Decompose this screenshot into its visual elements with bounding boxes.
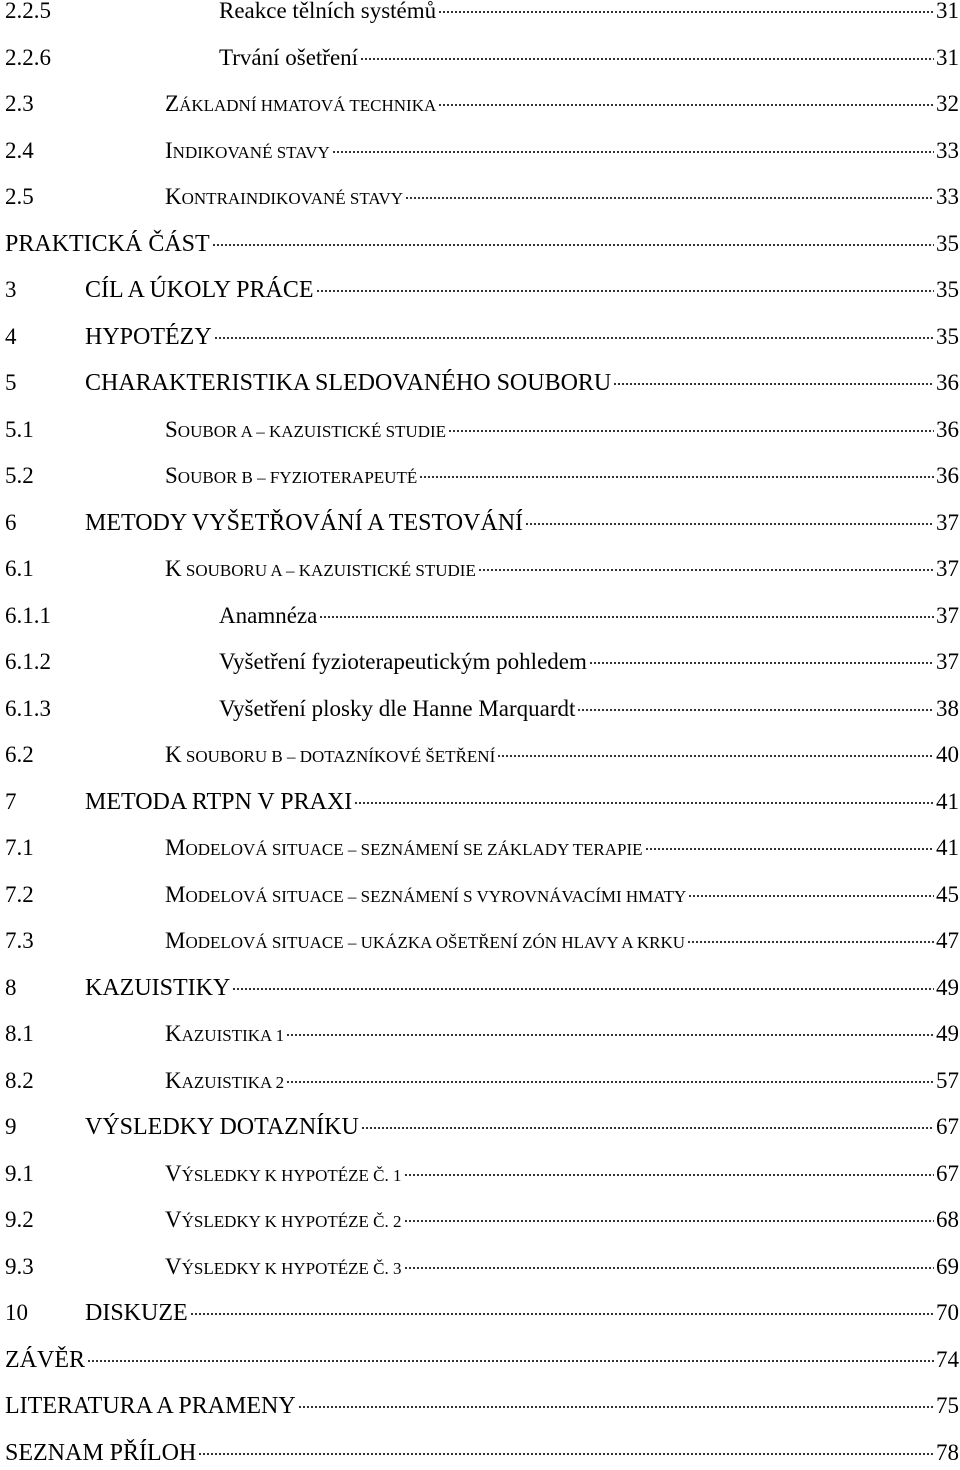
toc-entry[interactable] [5, 1017, 959, 1051]
toc-entry[interactable] [5, 273, 959, 307]
toc-entry[interactable] [5, 1250, 959, 1284]
toc-entry-title: SOUBOR B – FYZIOTERAPEUTÉ [165, 463, 418, 488]
toc-entry-title: K SOUBORU A – KAZUISTICKÉ STUDIE [165, 556, 476, 581]
toc-dot-leader [232, 988, 934, 990]
toc-dot-leader [286, 1081, 934, 1083]
toc-entry-number: 6.1.1 [5, 602, 51, 628]
toc-entry-title: ZÁKLADNÍ HMATOVÁ TECHNIKA [165, 91, 437, 116]
toc-entry-number: 2.5 [5, 184, 34, 209]
toc-entry-page-number: 36 [936, 463, 959, 488]
toc-entry-page-number: 75 [936, 1393, 959, 1418]
toc-entry-title: KONTRAINDIKOVANÉ STAVY [165, 184, 403, 209]
toc-dot-leader [497, 755, 934, 757]
toc-entry[interactable] [5, 1203, 959, 1237]
toc-entry-page-number: 69 [936, 1253, 959, 1279]
toc-entry-page-number: 67 [936, 1160, 959, 1186]
toc-entry-page-number: 37 [936, 649, 959, 674]
toc-entry-title: K SOUBORU B – DOTAZNÍKOVÉ ŠETŘENÍ [165, 742, 496, 767]
toc-entry-title: CHARAKTERISTIKA SLEDOVANÉHO SOUBORU [85, 370, 612, 396]
toc-dot-leader [405, 197, 934, 199]
toc-entry-title: VÝSLEDKY DOTAZNÍKU [85, 1114, 359, 1140]
toc-entry-title: VÝSLEDKY K HYPOTÉZE Č. 1 [165, 1160, 402, 1186]
toc-entry-number: 7.2 [5, 881, 34, 907]
toc-dot-leader [212, 244, 934, 246]
toc-dot-leader [688, 895, 934, 897]
toc-entry[interactable] [5, 506, 959, 540]
toc-entry-page-number: 40 [936, 742, 959, 767]
toc-entry-page-number: 33 [936, 184, 959, 209]
toc-entry-number: 2.3 [5, 91, 34, 116]
toc-entry[interactable] [5, 738, 959, 772]
toc-entry-page-number: 36 [936, 416, 959, 442]
toc-entry-title: SOUBOR A – KAZUISTICKÉ STUDIE [165, 416, 447, 442]
toc-entry-page-number: 57 [936, 1067, 959, 1093]
toc-entry-page-number: 31 [936, 0, 959, 23]
toc-entry[interactable] [5, 1064, 959, 1098]
toc-entry-page-number: 41 [936, 835, 959, 860]
toc-entry[interactable] [5, 1436, 959, 1470]
toc-dot-leader [190, 1313, 934, 1315]
toc-entry[interactable] [5, 227, 959, 261]
toc-dot-leader [438, 11, 934, 13]
toc-dot-leader [589, 662, 934, 664]
toc-entry[interactable] [5, 180, 959, 214]
toc-entry-number: 9.3 [5, 1253, 34, 1279]
toc-entry-page-number: 67 [936, 1114, 959, 1139]
toc-dot-leader [361, 1127, 934, 1129]
toc-entry-number: 5.2 [5, 463, 34, 488]
toc-entry-title: MODELOVÁ SITUACE – SEZNÁMENÍ SE ZÁKLADY TERAPIE [165, 835, 643, 860]
toc-entry-page-number: 41 [936, 788, 959, 814]
toc-entry-number: 2.2.6 [5, 44, 51, 70]
toc-entry-page-number: 74 [936, 1346, 959, 1372]
toc-dot-leader [645, 848, 934, 850]
toc-entry[interactable] [5, 320, 959, 354]
toc-entry-number: 6 [5, 509, 17, 535]
toc-entry-number: 9 [5, 1114, 17, 1139]
toc-entry-page-number: 35 [936, 277, 959, 302]
toc-entry-title: LITERATURA A PRAMENY [5, 1393, 296, 1419]
toc-dot-leader [316, 290, 934, 292]
toc-entry-title: KAZUISTIKY [85, 974, 231, 1001]
toc-entry[interactable] [5, 87, 959, 121]
toc-entry-number: 7.1 [5, 835, 34, 860]
toc-entry-page-number: 45 [936, 881, 959, 907]
toc-entry-title: CÍL A ÚKOLY PRÁCE [85, 277, 314, 303]
toc-entry-number: 5.1 [5, 416, 34, 442]
toc-entry-title: VÝSLEDKY K HYPOTÉZE Č. 2 [165, 1207, 402, 1232]
toc-entry-title: VÝSLEDKY K HYPOTÉZE Č. 3 [165, 1253, 402, 1279]
toc-entry[interactable] [5, 1343, 959, 1377]
toc-entry-number: 7 [5, 788, 17, 814]
toc-dot-leader [577, 709, 934, 711]
toc-entry-page-number: 37 [936, 509, 959, 535]
toc-dot-leader [87, 1360, 934, 1362]
toc-entry-number: 8.1 [5, 1021, 34, 1046]
toc-dot-leader [214, 337, 934, 339]
toc-entry-number: 5 [5, 370, 17, 395]
toc-entry-title: MODELOVÁ SITUACE – SEZNÁMENÍ S VYROVNÁVACÍMI HMATY [165, 881, 687, 907]
toc-entry[interactable] [5, 1296, 959, 1330]
toc-entry-page-number: 49 [936, 1021, 959, 1046]
toc-dot-leader [404, 1220, 934, 1222]
toc-entry-number: 9.1 [5, 1160, 34, 1186]
toc-entry[interactable] [5, 413, 959, 447]
toc-entry-page-number: 70 [936, 1300, 959, 1325]
toc-entry-page-number: 38 [936, 695, 959, 721]
toc-dot-leader [319, 616, 934, 618]
toc-entry[interactable] [5, 0, 959, 28]
toc-entry[interactable] [5, 971, 959, 1005]
toc-entry-title: Reakce tělních systémů [219, 0, 437, 23]
toc-entry-page-number: 49 [936, 974, 959, 1000]
toc-dot-leader [298, 1406, 934, 1408]
toc-dot-leader [404, 1174, 934, 1176]
toc-entry-number: 8.2 [5, 1067, 34, 1093]
toc-dot-leader [478, 569, 934, 571]
toc-entry[interactable] [5, 645, 959, 679]
toc-dot-leader [687, 941, 934, 943]
toc-entry-page-number: 36 [936, 370, 959, 395]
toc-dot-leader [360, 58, 934, 60]
toc-dot-leader [438, 104, 934, 106]
toc-entry-title: MODELOVÁ SITUACE – UKÁZKA OŠETŘENÍ ZÓN HLAVY A KRKU [165, 928, 686, 953]
toc-entry-number: 3 [5, 277, 17, 302]
toc-entry[interactable] [5, 41, 959, 75]
toc-entry-page-number: 68 [936, 1207, 959, 1232]
toc-entry-page-number: 35 [936, 323, 959, 349]
toc-entry-title: KAZUISTIKA 2 [165, 1067, 285, 1093]
toc-entry[interactable] [5, 692, 959, 726]
toc-entry[interactable] [5, 1110, 959, 1144]
toc-entry-page-number: 33 [936, 137, 959, 163]
toc-entry-number: 6.1.2 [5, 649, 51, 674]
toc-entry-number: 6.2 [5, 742, 34, 767]
toc-entry-number: 8 [5, 974, 17, 1000]
toc-entry-page-number: 47 [936, 928, 959, 953]
toc-entry-title: INDIKOVANÉ STAVY [165, 137, 330, 163]
toc-entry-title: DISKUZE [85, 1300, 188, 1326]
toc-entry-page-number: 35 [936, 230, 959, 256]
toc-entry[interactable] [5, 552, 959, 586]
toc-entry-title: Anamnéza [219, 602, 318, 628]
toc-entry[interactable] [5, 599, 959, 633]
toc-entry-number: 2.2.5 [5, 0, 51, 23]
toc-entry-number: 10 [5, 1300, 28, 1325]
toc-entry-title: METODY VYŠETŘOVÁNÍ A TESTOVÁNÍ [85, 509, 524, 536]
toc-dot-leader [525, 523, 934, 525]
toc-dot-leader [419, 476, 934, 478]
toc-entry-number: 6.1.3 [5, 695, 51, 721]
toc-dot-leader [613, 383, 934, 385]
toc-entry[interactable] [5, 1157, 959, 1191]
toc-entry[interactable] [5, 831, 959, 865]
toc-entry-title: KAZUISTIKA 1 [165, 1021, 285, 1046]
toc-dot-leader [354, 802, 934, 804]
toc-entry[interactable] [5, 134, 959, 168]
toc-entry[interactable] [5, 366, 959, 400]
toc-dot-leader [198, 1453, 934, 1455]
toc-dot-leader [404, 1267, 934, 1269]
toc-dot-leader [286, 1034, 934, 1036]
toc-entry-number: 7.3 [5, 928, 34, 953]
toc-entry-title: PRAKTICKÁ ČÁST [5, 230, 210, 257]
toc-entry-page-number: 78 [936, 1439, 959, 1465]
toc-entry-title: Trvání ošetření [219, 44, 359, 70]
toc-entry-title: METODA RTPN V PRAXI [85, 788, 353, 815]
toc-entry-number: 4 [5, 323, 17, 349]
toc-entry-title: SEZNAM PŘÍLOH [5, 1439, 197, 1466]
toc-entry[interactable] [5, 1389, 959, 1423]
toc-entry[interactable] [5, 924, 959, 958]
toc-entry[interactable] [5, 459, 959, 493]
toc-entry-title: Vyšetření fyzioterapeutickým pohledem [219, 649, 587, 674]
toc-entry-page-number: 31 [936, 44, 959, 70]
toc-entry-page-number: 37 [936, 602, 959, 628]
toc-entry-number: 9.2 [5, 1207, 34, 1232]
toc-entry-title: ZÁVĚR [5, 1346, 85, 1373]
toc-entry-number: 6.1 [5, 556, 34, 581]
toc-dot-leader [448, 430, 934, 432]
toc-entry-title: Vyšetření plosky dle Hanne Marquardt [219, 695, 576, 721]
toc-entry-page-number: 37 [936, 556, 959, 581]
toc-entry[interactable] [5, 785, 959, 819]
toc-dot-leader [332, 151, 934, 153]
toc-entry[interactable] [5, 878, 959, 912]
toc-entry-title: HYPOTÉZY [85, 323, 212, 350]
toc-entry-number: 2.4 [5, 137, 34, 163]
toc-entry-page-number: 32 [936, 91, 959, 116]
